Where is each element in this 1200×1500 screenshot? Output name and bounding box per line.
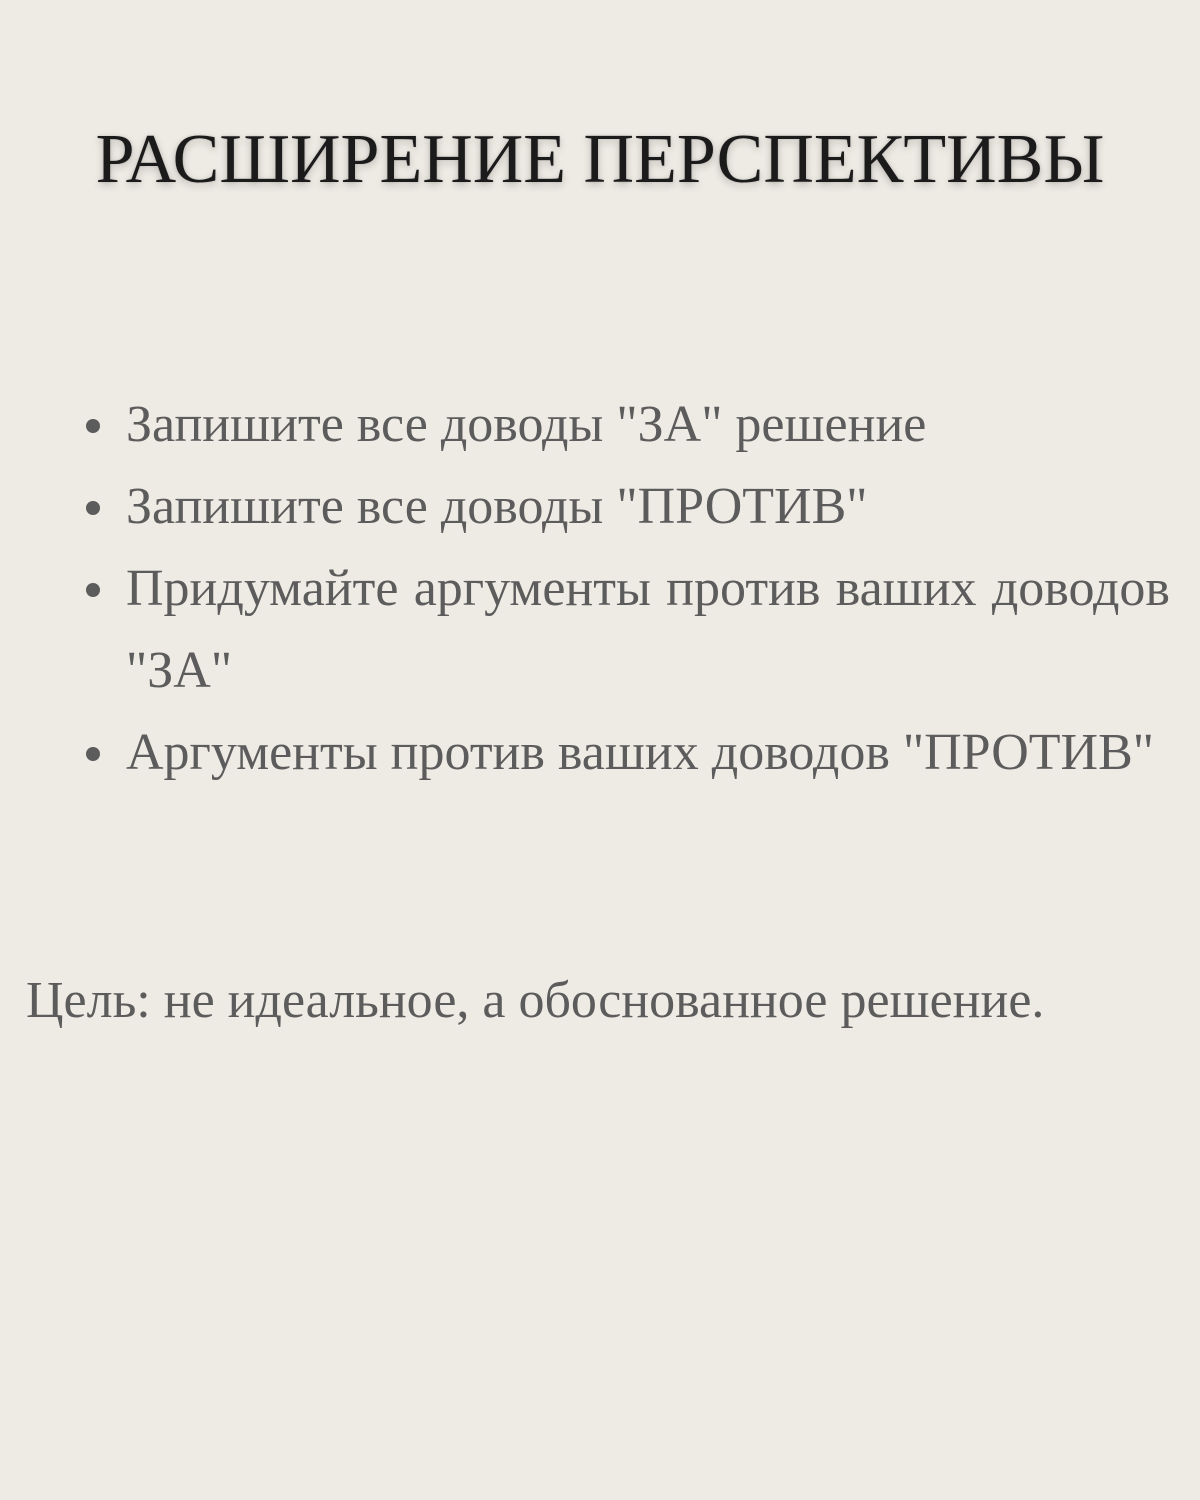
bullet-icon [86,501,100,515]
list-item [80,712,1170,794]
bullet-icon [86,583,100,597]
steps-list [80,384,1170,794]
list-item [80,548,1170,712]
list-item-text: Аргументы против ваших доводов "ПРОТИВ" [126,724,1155,781]
list-item-text: Запишите все доводы "ПРОТИВ" [126,478,868,535]
list-item-text: Запишите все доводы "ЗА" решение [126,396,927,453]
list-item [80,466,1170,548]
goal-text: Цель: не идеальное, а обоснованное решение. [26,972,1045,1029]
list-item [80,384,1170,466]
bullet-icon [86,747,100,761]
page-title: РАСШИРЕНИЕ ПЕРСПЕКТИВЫ [95,121,1105,198]
list-item-text: Придумайте аргументы против ваших доводов "ЗА" [126,560,1170,699]
bullet-icon [86,419,100,433]
